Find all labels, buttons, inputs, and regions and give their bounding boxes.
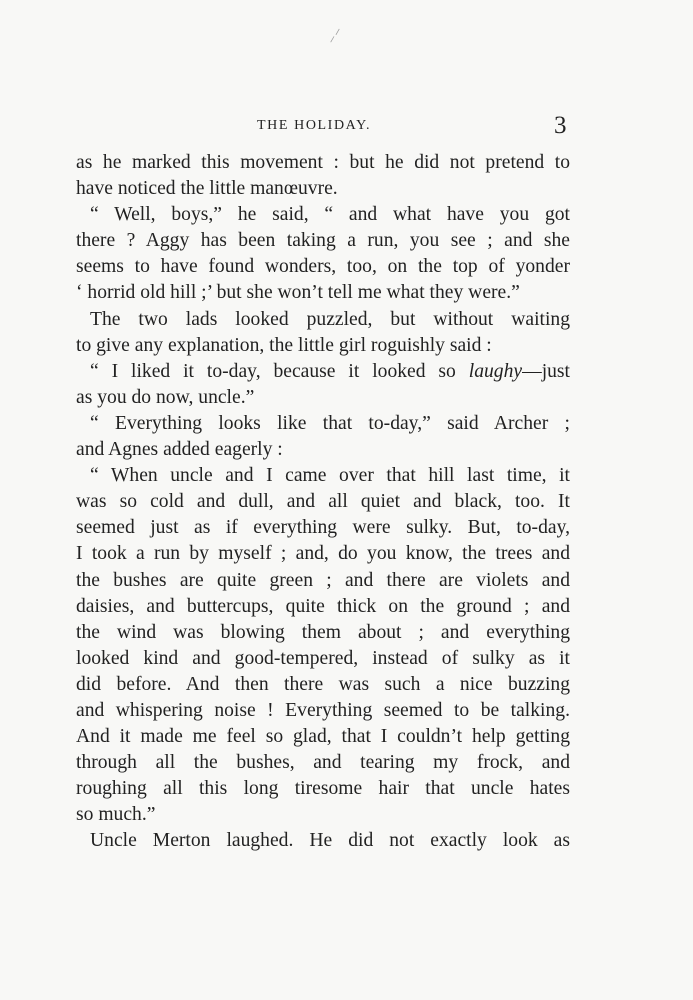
text-line: seems to have found wonders, too, on the top of yonder [76,256,570,278]
text-line: the wind was blowing them about ; and everything [76,621,570,643]
text-line: and Agnes added eagerly : [76,439,283,461]
body-text [76,150,570,855]
italic-word: laughy [468,360,523,382]
text-line: as you do now, uncle.” [76,386,255,408]
text-line: so much.” [76,804,156,826]
text-segment: “ I liked it to-day, because it looked so [90,360,469,382]
text-line: ‘ horrid old hill ;’ but she won’t tell me what they were.” [76,282,520,304]
text-line: Uncle Merton laughed. He did not exactly look as [90,830,570,852]
running-head: THE HOLIDAY. [257,118,372,133]
ink-mark: ⸝⸍ [326,27,344,46]
text-line [76,359,570,385]
text-line: looked kind and good-tempered, instead of sulky as it [76,647,570,669]
text-line: was so cold and dull, and all quiet and black, too. It [76,491,570,513]
text-line: as he marked this movement : but he did not pretend to [76,152,570,173]
text-line: through all the bushes, and tearing my frock, and [76,752,570,774]
text-segment: —just [522,360,570,382]
text-line: roughing all this long tiresome hair that uncle hates [76,778,570,800]
text-line: “ Everything looks like that to-day,” said Archer ; [90,412,570,434]
text-line: The two lads looked puzzled, but without waiting [90,308,570,330]
text-line: did before. And then there was such a nice buzzing [76,673,570,695]
text-line: and whispering noise ! Everything seemed to be talking. [76,699,570,721]
text-line: daisies, and buttercups, quite thick on the ground ; and [76,595,570,617]
text-line: to give any explanation, the little girl roguishly said : [76,334,492,356]
text-line: seemed just as if everything were sulky. But, to-day, [76,517,570,539]
page-header [0,114,693,140]
text-line: And it made me feel so glad, that I couldn’t help getting [76,726,570,748]
text-line: there ? Aggy has been taking a run, you see ; and she [76,230,570,252]
text-line: have noticed the little manœuvre. [76,178,338,200]
text-line: “ Well, boys,” he said, “ and what have you got [90,204,570,226]
page-number: 3 [554,112,567,139]
text-line: “ When uncle and I came over that hill last time, it [90,465,570,487]
text-line: the bushes are quite green ; and there are violets and [76,569,570,591]
text-line: I took a run by myself ; and, do you know, the trees and [76,543,570,565]
